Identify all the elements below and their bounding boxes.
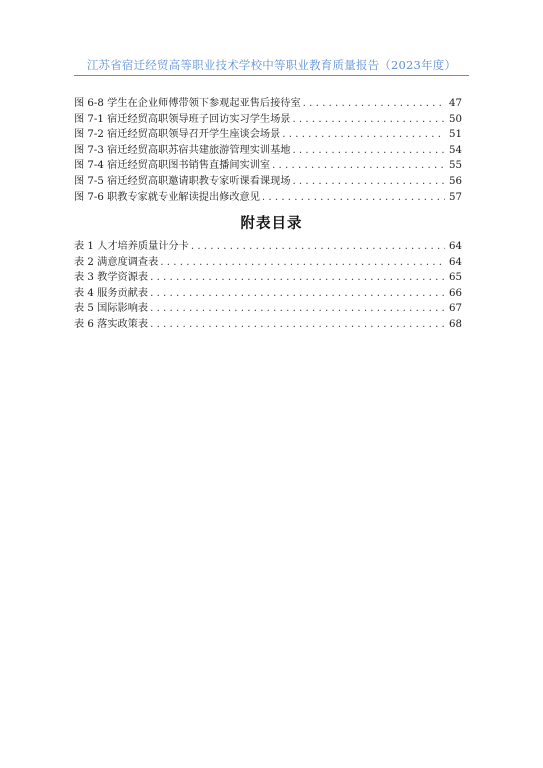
toc-page-number: 64 [449,241,462,252]
dot-leader [262,190,445,206]
toc-entry-label: 图 7-6 职教专家就专业解读提出修改意见 [74,191,260,203]
toc-page-number: 64 [449,256,462,268]
toc-entry-label: 图 6-8 学生在企业师傅带领下参观起亚售后接待室 [74,98,301,109]
dot-leader [292,143,445,159]
toc-row[interactable] [74,127,462,143]
toc-row[interactable] [74,190,462,206]
figure-list [74,96,462,205]
dot-leader [292,112,445,128]
toc-row[interactable] [74,143,462,159]
toc-page-number: 47 [449,98,462,109]
toc-entry-label: 图 7-1 宿迁经贸高职领导班子回访实习学生场景 [74,113,291,125]
toc-page-number: 65 [449,272,462,284]
dot-leader [150,317,445,333]
toc-page-number: 66 [449,287,462,299]
toc-page-number: 51 [449,129,462,141]
toc-page-number: 57 [449,191,462,203]
toc-entry-label: 表 2 满意度调查表 [74,256,159,268]
toc-entry-label: 表 3 教学资源表 [74,272,149,284]
dot-leader [150,270,445,286]
header-rule [74,75,469,76]
toc-page-number: 50 [449,113,462,125]
toc-entry-label: 图 7-5 宿迁经贸高职邀请职教专家听课看课现场 [74,175,291,187]
appendix-section-title: 附表目录 [240,215,303,232]
toc-row[interactable] [74,239,462,255]
toc-page-number: 67 [449,303,462,315]
toc-entry-label: 图 7-2 宿迁经贸高职领导召开学生座谈会场景 [74,129,281,141]
toc-row[interactable] [74,112,462,128]
appendix-table-list [74,239,462,333]
toc-row[interactable] [74,317,462,333]
toc-row[interactable] [74,96,462,112]
dot-leader [160,255,445,271]
toc-page-number: 56 [449,175,462,187]
running-header: 江苏省宿迁经贸高等职业技术学校中等职业教育质量报告（2023年度） [86,58,457,72]
toc-entry-label: 表 4 服务贡献表 [74,287,149,299]
toc-row[interactable] [74,301,462,317]
dot-leader [150,286,445,302]
dot-leader [303,96,445,112]
toc-entry-label: 图 7-4 宿迁经贸高职图书销售直播间实训室 [74,160,271,172]
dot-leader [150,301,445,317]
toc-page-number: 55 [449,160,462,172]
toc-page-number: 54 [449,144,462,156]
toc-row[interactable] [74,174,462,190]
toc-row[interactable] [74,255,462,271]
toc-row[interactable] [74,270,462,286]
toc-entry-label: 表 1 人才培养质量计分卡 [74,241,189,252]
toc-entry-label: 表 5 国际影响表 [74,303,149,315]
toc-entry-label: 表 6 落实政策表 [74,318,149,330]
toc-entry-label: 图 7-3 宿迁经贸高职苏宿共建旅游管理实训基地 [74,144,291,156]
toc-row[interactable] [74,158,462,174]
toc-page-number: 68 [449,318,462,330]
dot-leader [282,127,445,143]
dot-leader [272,158,445,174]
toc-row[interactable] [74,286,462,302]
dot-leader [292,174,445,190]
dot-leader [191,239,445,255]
